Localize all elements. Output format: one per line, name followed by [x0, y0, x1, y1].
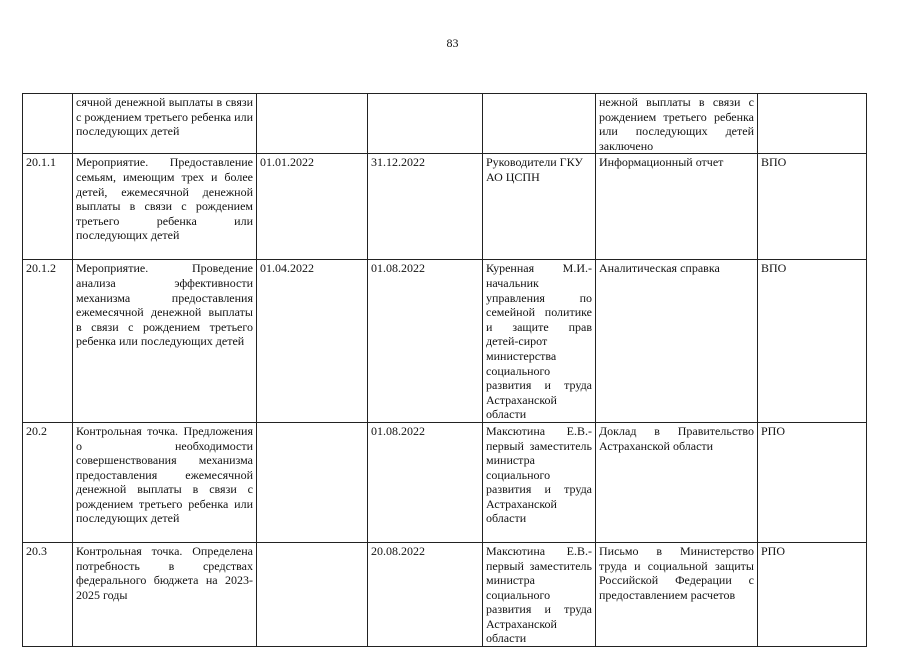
- row-number-cell: [23, 94, 73, 154]
- result-cell: Аналитическая справка: [596, 260, 758, 423]
- plan-table: [22, 93, 867, 647]
- end-date-cell: 20.08.2022: [368, 542, 483, 646]
- start-date-cell: [257, 94, 368, 154]
- start-date-cell: 01.04.2022: [257, 260, 368, 423]
- document-type-cell: ВПО: [758, 154, 867, 260]
- page-number: 83: [446, 36, 459, 50]
- table-row-continuation: [23, 94, 867, 154]
- document-type-cell: РПО: [758, 542, 867, 646]
- event-text-cell: Контрольная точка. Предложения о необходимости совершенствования механизма предоставления ежемесячной денежной выплаты в связи с рождением третьего ребенка или последующих детей: [73, 422, 257, 542]
- end-date-cell: 01.08.2022: [368, 260, 483, 423]
- table-row: [23, 154, 867, 260]
- document-type-cell: РПО: [758, 422, 867, 542]
- row-number-cell: 20.1.1: [23, 154, 73, 260]
- responsible-cell: Максютина Е.В.- первый заместитель министра социального развития и труда Астраханской области: [483, 542, 596, 646]
- end-date-cell: [368, 94, 483, 154]
- event-text-cell: Контрольная точка. Определена потребность в средствах федерального бюджета на 2023-2025 годы: [73, 542, 257, 646]
- result-cell: Доклад в Правительство Астраханской области: [596, 422, 758, 542]
- table-row: [23, 260, 867, 423]
- table-row: [23, 422, 867, 542]
- result-cell: Информационный отчет: [596, 154, 758, 260]
- result-cell: нежной выплаты в связи с рождением третьего ребенка или последующих детей заключено: [596, 94, 758, 154]
- document-type-cell: ВПО: [758, 260, 867, 423]
- document-type-cell: [758, 94, 867, 154]
- table-row: [23, 542, 867, 646]
- result-cell: Письмо в Министерство труда и социальной защиты Российской Федерации с предоставлением расчетов: [596, 542, 758, 646]
- responsible-cell: Максютина Е.В.- первый заместитель министра социального развития и труда Астраханской области: [483, 422, 596, 542]
- row-number-cell: 20.1.2: [23, 260, 73, 423]
- start-date-cell: [257, 542, 368, 646]
- event-text-cell: Мероприятие. Предоставление семьям, имеющим трех и более детей, ежемесячной денежной выплаты в связи с рождением третьего ребенка или последующих детей: [73, 154, 257, 260]
- event-text-cell: Мероприятие. Проведение анализа эффективности механизма предоставления ежемесячной денежной выплаты в связи с рождением третьего ребенка или последующих детей: [73, 260, 257, 423]
- responsible-cell: Куренная М.И.- начальник управления по семейной политике и защите прав детей-сирот министерства социального развития и труда Астраханской области: [483, 260, 596, 423]
- event-text-cell: сячной денежной выплаты в связи с рождением третьего ребенка или последующих детей: [73, 94, 257, 154]
- responsible-cell: Руководители ГКУ АО ЦСПН: [483, 154, 596, 260]
- start-date-cell: 01.01.2022: [257, 154, 368, 260]
- end-date-cell: 01.08.2022: [368, 422, 483, 542]
- row-number-cell: 20.3: [23, 542, 73, 646]
- responsible-cell: [483, 94, 596, 154]
- row-number-cell: 20.2: [23, 422, 73, 542]
- start-date-cell: [257, 422, 368, 542]
- end-date-cell: 31.12.2022: [368, 154, 483, 260]
